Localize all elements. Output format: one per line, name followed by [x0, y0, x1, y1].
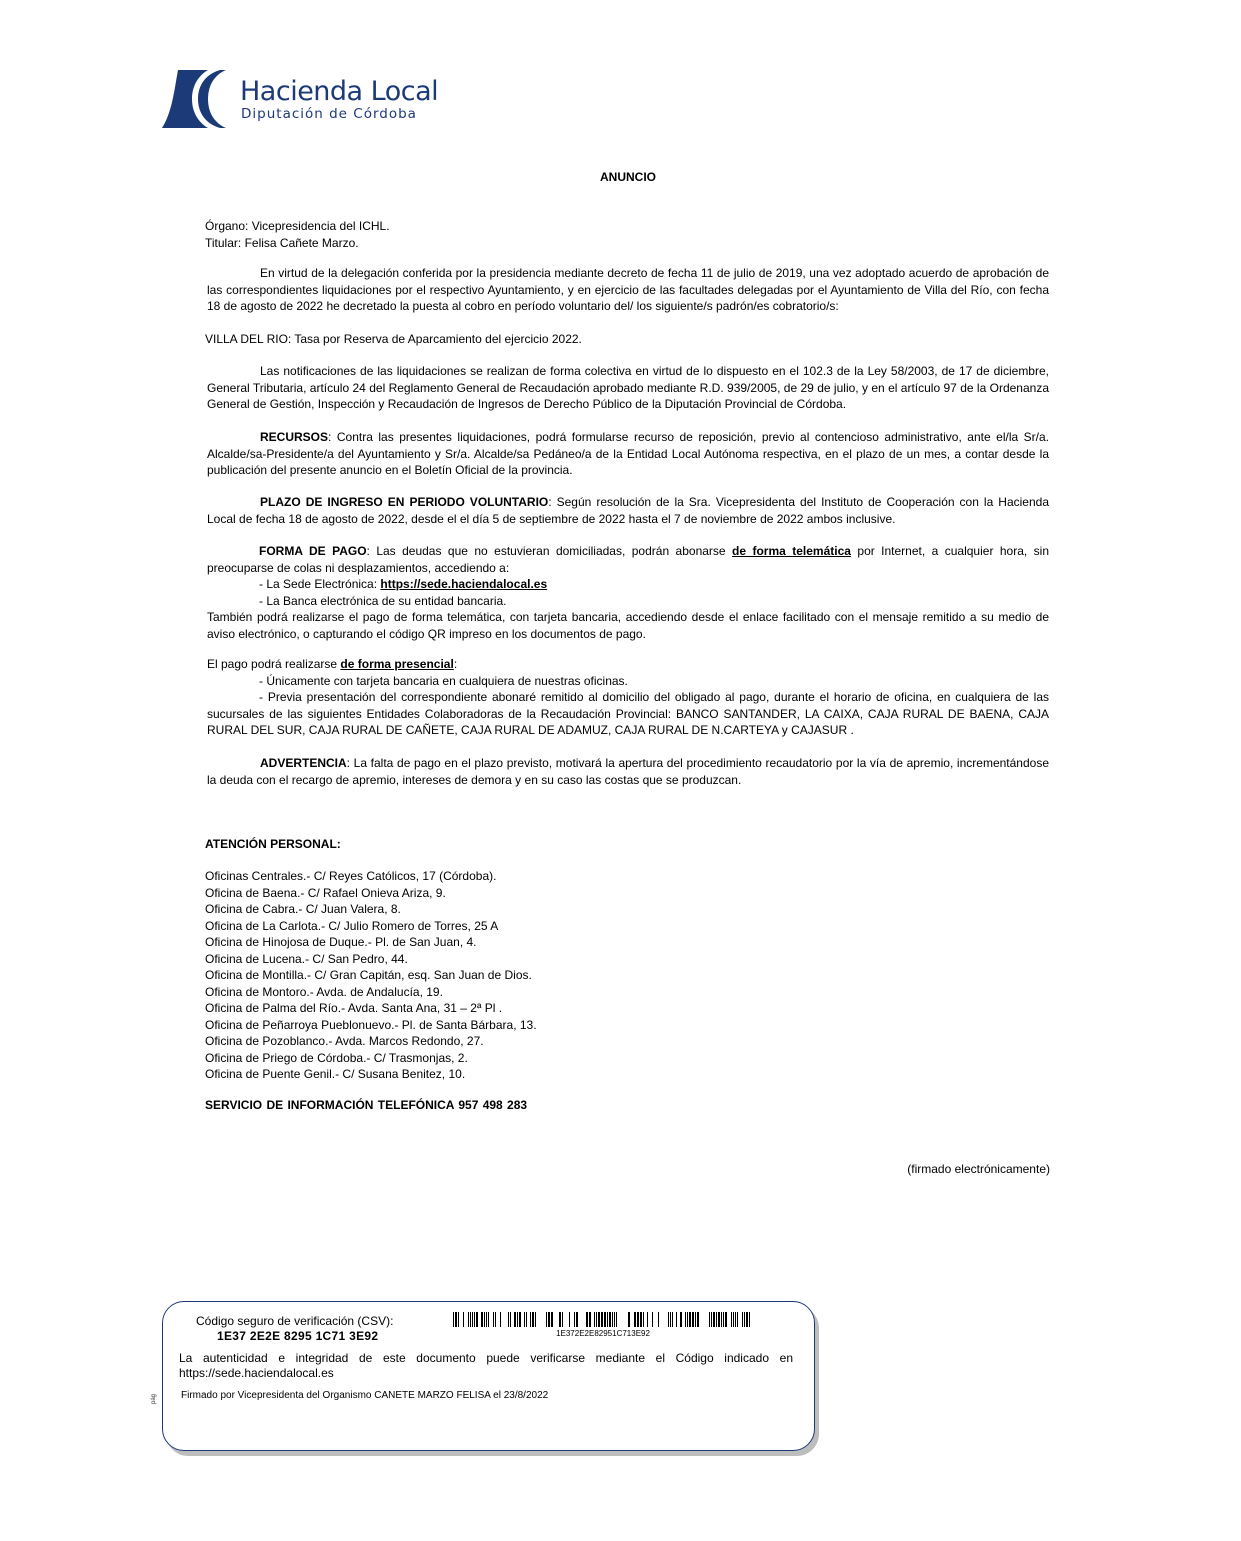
sede-item — [207, 576, 1049, 593]
presencial-label: de forma presencial — [340, 657, 454, 671]
recursos-label: RECURSOS — [260, 430, 329, 444]
oficina-item: Oficina de Cabra.- C/ Juan Valera, 8. — [205, 902, 401, 916]
oficina-item: Oficina de Montoro.- Avda. de Andalucía, 19. — [205, 984, 443, 999]
intro-paragraph: En virtud de la delegación conferida por la presidencia mediante decreto de fecha 11 de julio de 2019, una vez adoptado acuerdo de aprobación de las correspondientes liquidaciones por el respectivo Ayuntamiento, y en ejercicio de las facultades delegadas por el Ayuntamiento de Villa del Río, con fecha 18 de agosto de 2022 he decretado la puesta al cobro en período voluntario del/ los siguiente/s padrón/es cobratorio/s: — [207, 266, 1049, 313]
presencial-item-2: - Previa presentación del correspondiente abonaré remitido al domicilio del obligado al pago, durante el horario de oficina, en cualquiera de las sucursales de las siguientes Entidades Colaboradoras de la Recaudación Provincial: BANCO SANTANDER, LA CAIXA, CAJA RURAL DE BAENA, CAJA RURAL DEL SUR, CAJA RURAL DE CAÑETE, CAJA RURAL DE ADAMUZ, CAJA RURAL DE N.CARTEYA y CAJASUR . — [207, 690, 1049, 737]
logo-name: Hacienda Local — [240, 76, 439, 107]
recursos-paragraph — [207, 429, 1049, 479]
forma-pago-label: FORMA DE PAGO — [259, 544, 367, 558]
notificaciones-paragraph: Las notificaciones de las liquidaciones se realizan de forma colectiva en virtud de lo dispuesto en el 102.3 de la Ley 58/2003, de 17 de diciembre, General Tributaria, artículo 24 del Reglamento General de Recaudación aprobado mediante R.D. 939/2005, de 29 de julio, y en el artículo 97 de la Ordenanza General de Gestión, Inspección y Recaudación de Ingresos de Derecho Público de la Diputación Provincial de Córdoba. — [207, 364, 1049, 411]
logo-emblem-icon — [160, 68, 238, 130]
firmado-note: (firmado electrónicamente) — [907, 1162, 1050, 1176]
oficina-item: Oficina de Montilla.- C/ Gran Capitán, esq. San Juan de Dios. — [205, 968, 532, 982]
organo-block — [205, 218, 1050, 251]
atencion-title: ATENCIÓN PERSONAL: — [205, 837, 341, 851]
oficina-item: Oficina de Baena.- C/ Rafael Onieva Ariza, 9. — [205, 885, 446, 900]
telematica-link: de forma telemática — [732, 544, 851, 558]
forma-pago-block — [207, 543, 1049, 642]
recursos-text: : Contra las presentes liquidaciones, podrá formularse recurso de reposición, previo al contencioso administrativo, ante el/la Sr/a. Alcalde/sa-Presidente/a del Ayuntamiento y Sr/a. Alcalde/sa Pedáneo/a de la Entidad Local Autónoma respectiva, en el plazo de un mes, a contar desde la publicación del presente anuncio en el Boletín Oficial de la provincia. — [207, 430, 1049, 477]
forma-pago-text2: por Internet, a cualquier hora, sin preocuparse de colas ni desplazamientos, accediendo a: — [207, 544, 1050, 575]
barcode-icon — [453, 1312, 753, 1327]
organo: Órgano: Vicepresidencia del ICHL. — [205, 219, 390, 233]
sede-link[interactable]: https://sede.haciendalocal.es — [380, 577, 548, 591]
banca-item: - La Banca electrónica de su entidad bancaria. — [259, 593, 507, 608]
advertencia-text: : La falta de pago en el plazo previsto, motivará la apertura del procedimiento recaudatorio por la vía de apremio, incrementándose la deuda con el recargo de apremio, intereses de demora y en su caso las costas que se produzcan. — [207, 756, 1049, 787]
oficina-item: Oficina de Priego de Córdoba.- C/ Trasmonjas, 2. — [205, 1050, 468, 1065]
csv-verification-box — [162, 1301, 815, 1451]
advertencia-label: ADVERTENCIA — [260, 756, 347, 770]
forma-pago-paragraph — [207, 543, 1049, 576]
oficina-item: Oficina de Pozoblanco.- Avda. Marcos Redondo, 27. — [205, 1034, 484, 1048]
plazo-label: PLAZO DE INGRESO EN PERIODO VOLUNTARIO — [260, 495, 549, 509]
oficina-item: Oficina de Lucena.- C/ San Pedro, 44. — [205, 951, 408, 966]
barcode-text: 1E372E2E82951C713E92 — [556, 1329, 650, 1338]
side-mark: pág — [151, 1393, 157, 1404]
titular: Titular: Felisa Cañete Marzo. — [205, 235, 359, 250]
csv-label: Código seguro de verificación (CSV): — [196, 1314, 394, 1328]
oficina-item: Oficina de La Carlota.- C/ Julio Romero de Torres, 25 A — [205, 918, 499, 933]
oficina-item: Oficina de Palma del Río.- Avda. Santa Ana, 31 – 2ª Pl . — [205, 1001, 503, 1015]
csv-code: 1E37 2E2E 8295 1C71 3E92 — [217, 1329, 379, 1343]
oficinas-list — [205, 868, 1050, 1083]
tarjeta-paragraph: También podrá realizarse el pago de forma telemática, con tarjeta bancaria, accediendo desde el enlace facilitado con el mensaje remitido a su medio de aviso electrónico, o capturando el código QR impreso en los documentos de pago. — [207, 610, 1049, 641]
oficina-item: Oficinas Centrales.- C/ Reyes Católicos, 17 (Córdoba). — [205, 869, 497, 883]
presencial-prefix: El pago podrá realizarse — [207, 657, 341, 671]
forma-pago-text1: : Las deudas que no estuvieran domiciliadas, podrán abonarse — [366, 544, 733, 558]
padron-line: VILLA DEL RIO: Tasa por Reserva de Aparcamiento del ejercicio 2022. — [205, 332, 582, 346]
oficina-item: Oficina de Hinojosa de Duque.- Pl. de San Juan, 4. — [205, 935, 477, 949]
plazo-text: : Según resolución de la Sra. Vicepresidenta del Instituto de Cooperación con la Hacienda Local de fecha 18 de agosto de 2022, desde el el día 5 de septiembre de 2022 hasta el 7 de noviembre de 2022 ambos inclusive. — [207, 495, 1050, 526]
presencial-suffix: : — [453, 657, 458, 671]
hacienda-local-logo — [160, 68, 439, 130]
document-title: ANUNCIO — [600, 170, 656, 184]
sede-prefix: - La Sede Electrónica: — [259, 577, 381, 591]
logo-subtitle: Diputación de Córdoba — [241, 106, 417, 122]
plazo-paragraph — [207, 494, 1049, 527]
oficina-item: Oficina de Peñarroya Pueblonuevo.- Pl. de Santa Bárbara, 13. — [205, 1017, 537, 1032]
telefono-line: SERVICIO DE INFORMACIÓN TELEFÓNICA 957 498 283 — [205, 1098, 528, 1112]
presencial-block — [207, 656, 1049, 739]
oficina-item: Oficina de Puente Genil.- C/ Susana Benitez, 10. — [205, 1067, 466, 1081]
presencial-item-1: - Únicamente con tarjeta bancaria en cualquiera de nuestras oficinas. — [259, 673, 628, 688]
advertencia-paragraph — [207, 755, 1049, 788]
presencial-intro — [207, 656, 1049, 673]
csv-signed-text: Firmado por Vicepresidenta del Organismo CANETE MARZO FELISA el 23/8/2022 — [181, 1390, 549, 1401]
csv-verify-text: La autenticidad e integridad de este documento puede verificarse mediante el Código indicado en https://sede.haciendalocal.es — [179, 1351, 793, 1380]
